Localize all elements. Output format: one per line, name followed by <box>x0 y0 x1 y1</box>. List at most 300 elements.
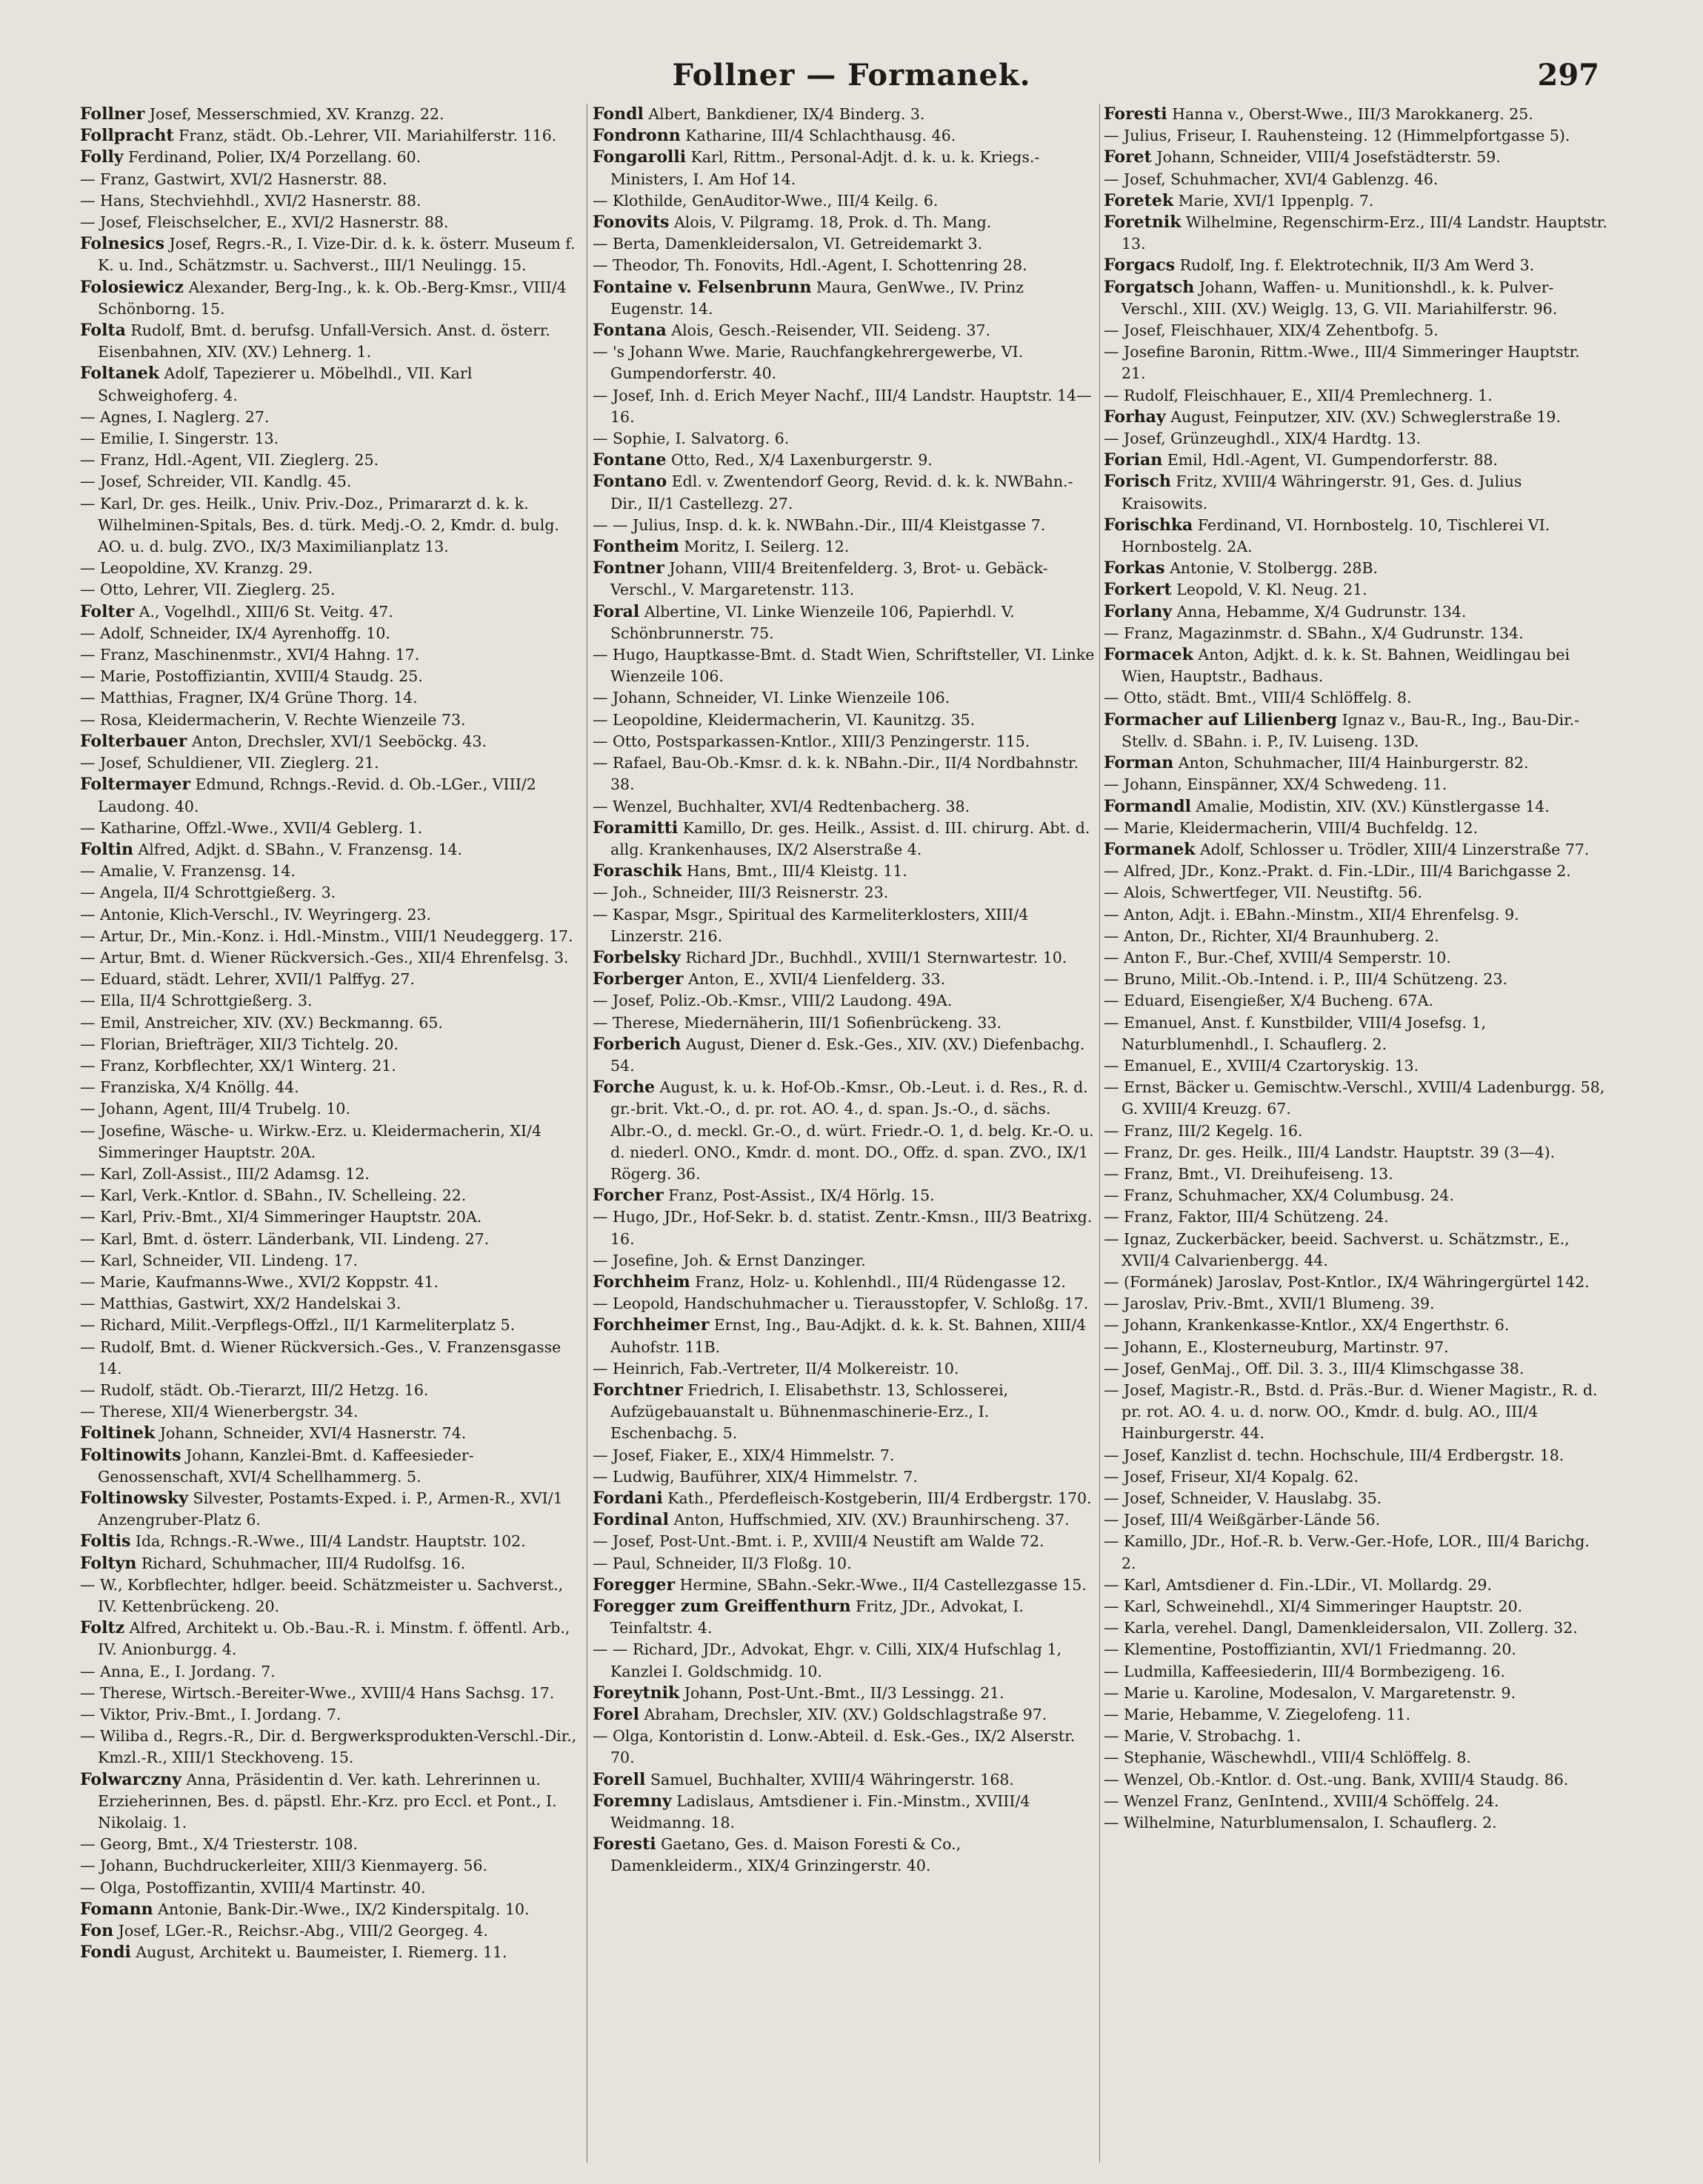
entry-text: — Marie, V. Strobachg. 1. <box>1104 1727 1302 1746</box>
entry-surname: Fondi <box>80 1943 131 1963</box>
entry-surname: Formacek <box>1104 645 1193 665</box>
directory-entry <box>1104 882 1607 904</box>
entry-text: Johann, Kanzlei-Bmt. d. Kaffeesieder-Genossenschaft, XVI/4 Schellhammerg. 5. <box>98 1446 474 1486</box>
entry-text: — Ludmilla, Kaffeesiederin, III/4 Bormbezigeng. 16. <box>1104 1662 1505 1680</box>
entry-text: Moritz, I. Seilerg. 12. <box>684 538 850 556</box>
entry-text: — Otto, Lehrer, VII. Zieglerg. 25. <box>80 581 336 599</box>
directory-entry <box>593 1034 1096 1077</box>
directory-entry <box>1104 1683 1607 1704</box>
directory-entry <box>1104 1012 1607 1055</box>
entry-text: — — Richard, JDr., Advokat, Ehgr. v. Cilli, XIX/4 Hufschlag 1, Kanzlei I. Goldschmidg. 10. <box>593 1640 1062 1680</box>
directory-entry <box>80 1250 584 1272</box>
entry-surname: Folly <box>80 147 124 167</box>
directory-entry <box>593 1834 1096 1877</box>
entry-text: Samuel, Buchhalter, XVIII/4 Währingerstr. 168. <box>650 1770 1014 1789</box>
directory-entry <box>80 1855 584 1877</box>
entry-surname: Foreytnik <box>593 1683 680 1703</box>
directory-entry <box>80 450 584 471</box>
directory-entry <box>80 558 584 579</box>
entry-text: Ferdinand, VI. Hornbostelg. 10, Tischlerei VI. Hornbostelg. 2A. <box>1122 515 1550 556</box>
directory-entry <box>1104 1639 1607 1660</box>
entry-surname: Folnesics <box>80 234 164 254</box>
entry-surname: Forisch <box>1104 472 1171 492</box>
entry-text: August, Architekt u. Baumeister, I. Riemerg. 11. <box>136 1943 507 1962</box>
entry-surname: Follner <box>80 104 145 124</box>
entry-text: — Josef, Magistr.-R., Bstd. d. Präs.-Bur. d. Wiener Magistr., R. d. pr. rot. AO. 4. u. d. norw. OO., Kmdr. d. bulg. AO., III/4 Hainburgerstr. 44. <box>1104 1380 1598 1443</box>
directory-entry <box>1104 1466 1607 1488</box>
entry-text: — Otto, städt. Bmt., VIII/4 Schlöffelg. 8. <box>1104 689 1412 707</box>
entry-surname: Foremny <box>593 1791 672 1811</box>
entry-text: Richard JDr., Buchhdl., XVIII/1 Sternwartestr. 10. <box>685 948 1067 966</box>
directory-entry <box>80 1877 584 1899</box>
entry-text: — 's Johann Wwe. Marie, Rauchfangkehrergewerbe, VI. Gumpendorferstr. 40. <box>593 343 1024 383</box>
directory-entry <box>80 666 584 687</box>
entry-text: August, k. u. k. Hof-Ob.-Kmsr., Ob.-Leut. i. d. Res., R. d. gr.-brit. Vkt.-O., d. pr. rot. AO. 4., d. span. Js.-O., d. sächs. Albr.-O., d. meckl. Gr.-O., d. würt. Friedr.-O. 1, d. belg. Kr.-O. u. d. niederl. ONO., Kmdr. d. mont. DO., Offz. d. span. ZVO., IX/1 Rögerg. 36. <box>610 1078 1094 1183</box>
entry-text: — Klothilde, GenAuditor-Wwe., III/4 Keilg. 6. <box>593 191 939 210</box>
entry-text: — Josef, Schuldiener, VII. Zieglerg. 21. <box>80 754 379 772</box>
entry-text: — Anton, Dr., Richter, XI/4 Braunhuberg. 2. <box>1104 926 1439 945</box>
directory-entry <box>1104 1272 1607 1293</box>
entry-text: — Josef, Grünzeughdl., XIX/4 Hardtg. 13. <box>1104 430 1422 448</box>
directory-entry <box>1104 1769 1607 1791</box>
directory-entry <box>1104 1163 1607 1185</box>
entry-surname: Fontano <box>593 472 667 492</box>
directory-entry <box>80 1315 584 1336</box>
entry-text: Anton, Schuhmacher, III/4 Hainburgerstr. 82. <box>1178 754 1529 772</box>
directory-entry <box>593 147 1096 190</box>
entry-text: — Josef, Schreider, VII. Kandlg. 45. <box>80 472 352 491</box>
entry-text: Josef, LGer.-R., Reichsr.-Abg., VIII/2 Georgeg. 4. <box>118 1922 488 1940</box>
entry-text: — Otto, Postsparkassen-Kntlor., XIII/3 Penzingerstr. 115. <box>593 732 1030 750</box>
entry-text: — Karl, Schneider, VII. Lindeng. 17. <box>80 1251 359 1269</box>
entry-text: — Wiliba d., Regrs.-R., Dir. d. Bergwerksprodukten-Verschl.-Dir., Kmzl.-R., XIII/1 Steckhoveng. 15. <box>80 1727 577 1767</box>
entry-text: — Amalie, V. Franzensg. 14. <box>80 862 296 881</box>
entry-text: — Johann, Krankenkasse-Kntlor., XX/4 Engerthstr. 6. <box>1104 1316 1510 1335</box>
entry-text: Wilhelmine, Regenschirm-Erz., III/4 Landstr. Hauptstr. 13. <box>1122 213 1607 253</box>
entry-text: — Josefine, Wäsche- u. Wirkw.-Erz. u. Kleidermacherin, XI/4 Simmeringer Hauptstr. 20A. <box>80 1121 541 1161</box>
entry-text: — Emil, Anstreicher, XIV. (XV.) Beckmanng. 65. <box>80 1013 443 1032</box>
directory-entry <box>1104 515 1607 558</box>
directory-entry <box>1104 644 1607 687</box>
directory-entry <box>1104 1185 1607 1206</box>
directory-entry <box>80 1185 584 1206</box>
entry-text: Albert, Bankdiener, IX/4 Binderg. 3. <box>648 105 925 123</box>
entry-text: Leopold, V. Kl. Neug. 21. <box>1176 581 1367 599</box>
entry-surname: Fonovits <box>593 213 670 233</box>
entry-text: — Josef, Fiaker, E., XIX/4 Himmelstr. 7. <box>593 1446 895 1464</box>
entry-text: Franz, Holz- u. Kohlenhdl., III/4 Rüdengasse 12. <box>695 1272 1066 1291</box>
entry-text: Otto, Red., X/4 Laxenburgerstr. 9. <box>671 451 933 470</box>
entry-text: — Johann, Buchdruckerleiter, XIII/3 Kienmayerg. 56. <box>80 1857 488 1875</box>
directory-entry <box>1104 558 1607 579</box>
directory-entry <box>1104 752 1607 774</box>
directory-entry <box>1104 818 1607 839</box>
directory-entry <box>1104 1380 1607 1445</box>
directory-entry <box>593 1380 1096 1445</box>
directory-entry <box>80 1942 584 1963</box>
directory-entry <box>593 1683 1096 1704</box>
directory-entry <box>80 990 584 1012</box>
entry-text: — Josef, GenMaj., Off. Dil. 3. 3., III/4 Klimschgasse 38. <box>1104 1359 1524 1377</box>
entry-text: — Jaroslav, Priv.-Bmt., XVII/1 Blumeng. 39. <box>1104 1295 1435 1313</box>
entry-text: — Emilie, I. Singerstr. 13. <box>80 430 279 448</box>
directory-entry <box>80 1337 584 1380</box>
entry-text: Johann, Waffen- u. Munitionshdl., k. k. Pulver-Verschl., XIII. (XV.) Weiglg. 13, G. VII. Mariahilferstr. 96. <box>1122 278 1558 318</box>
directory-entry <box>80 363 584 406</box>
entry-surname: Fongarolli <box>593 147 687 167</box>
directory-entry <box>1104 1704 1607 1726</box>
entry-text: — Franz, Dr. ges. Heilk., III/4 Landstr. Hauptstr. 39 (3—4). <box>1104 1143 1556 1161</box>
entry-surname: Forberger <box>593 969 684 989</box>
directory-entry <box>80 1380 584 1401</box>
entry-text: — Franz, Maschinenmstr., XVI/4 Hahng. 17. <box>80 646 420 664</box>
directory-entry <box>593 125 1096 147</box>
entry-text: — Josef, Kanzlist d. techn. Hochschule, III/4 Erdbergstr. 18. <box>1104 1446 1564 1464</box>
directory-entry <box>80 1272 584 1293</box>
entry-text: — Wenzel Franz, GenIntend., XVIII/4 Schöffelg. 24. <box>1104 1791 1499 1810</box>
entry-text: — Karl, Priv.-Bmt., XI/4 Simmeringer Hauptstr. 20A. <box>80 1208 482 1226</box>
directory-entry <box>593 190 1096 212</box>
entry-surname: Folwarczny <box>80 1769 181 1789</box>
entry-text: — Johann, Schneider, VI. Linke Wienzeile 106. <box>593 689 950 707</box>
directory-entry <box>80 1704 584 1726</box>
entry-text: — Franz, Bmt., VI. Dreihufeiseng. 13. <box>1104 1164 1393 1183</box>
entry-text: Alois, V. Pilgramg. 18, Prok. d. Th. Mang. <box>673 213 992 232</box>
directory-entry <box>80 731 584 752</box>
entry-text: — Agnes, I. Naglerg. 27. <box>80 407 270 426</box>
entry-surname: Fon <box>80 1921 114 1941</box>
column-2 <box>593 104 1096 2170</box>
directory-entry <box>593 882 1096 904</box>
directory-entry <box>1104 1812 1607 1834</box>
directory-entry <box>593 1574 1096 1596</box>
directory-entry <box>80 623 584 644</box>
page-header <box>0 58 1703 102</box>
directory-entry <box>1104 1531 1607 1574</box>
entry-text: Ida, Rchngs.-R.-Wwe., III/4 Landstr. Hauptstr. 102. <box>135 1532 526 1551</box>
entry-surname: Fontheim <box>593 537 679 557</box>
directory-entry <box>1104 341 1607 384</box>
entry-surname: Fomann <box>80 1899 153 1919</box>
entry-text: Alfred, Adjkt. d. SBahn., V. Franzensg. 14. <box>138 840 463 858</box>
entry-surname: Fondl <box>593 104 644 124</box>
entry-text: — Rafael, Bau-Ob.-Kmsr. d. k. k. NBahn.-Dir., II/4 Nordbahnstr. 38. <box>593 754 1079 794</box>
directory-entry <box>593 1272 1096 1293</box>
entry-text: — Artur, Bmt. d. Wiener Rückversich.-Ges., XII/4 Ehrenfelsg. 3. <box>80 948 569 966</box>
directory-entry <box>80 493 584 558</box>
directory-entry <box>80 1445 584 1488</box>
directory-entry <box>593 1466 1096 1488</box>
directory-entry <box>80 709 584 731</box>
directory-entry <box>1104 1055 1607 1077</box>
entry-surname: Foretek <box>1104 190 1174 210</box>
entry-text: — Anton F., Bur.-Chef, XVIII/4 Semperstr. 10. <box>1104 948 1451 966</box>
directory-entry <box>80 1012 584 1034</box>
column-1 <box>80 104 584 2170</box>
entry-text: — Alfred, JDr., Konz.-Prakt. d. Fin.-LDir., III/4 Barichgasse 2. <box>1104 862 1571 881</box>
entry-text: — Josef, Friseur, XI/4 Kopalg. 62. <box>1104 1467 1359 1486</box>
entry-text: — Ludwig, Bauführer, XIX/4 Himmelstr. 7. <box>593 1467 918 1486</box>
directory-entry <box>593 1488 1096 1509</box>
directory-entry <box>80 1834 584 1855</box>
directory-entry <box>593 731 1096 752</box>
entry-text: Anton, E., XVII/4 Lienfelderg. 33. <box>688 970 946 989</box>
directory-entry <box>593 1445 1096 1466</box>
entry-surname: Foltinek <box>80 1423 156 1443</box>
entry-surname: Forgatsch <box>1104 277 1195 297</box>
entry-text: — Josefine Baronin, Rittm.-Wwe., III/4 Simmeringer Hauptstr. 21. <box>1104 343 1580 383</box>
entry-surname: Foltermayer <box>80 775 191 795</box>
directory-entry <box>1104 687 1607 709</box>
page-number: 297 <box>1537 58 1599 93</box>
directory-entry <box>80 125 584 147</box>
entry-surname: Forchheimer <box>593 1315 710 1335</box>
directory-entry <box>80 1726 584 1769</box>
entry-text: — Alois, Schwertfeger, VII. Neustiftg. 56. <box>1104 884 1423 902</box>
directory-entry <box>1104 320 1607 341</box>
directory-entry <box>593 1553 1096 1574</box>
directory-entry <box>80 579 584 601</box>
directory-entry <box>80 320 584 363</box>
entry-text: August, Diener d. Esk.-Ges., XIV. (XV.) Diefenbachg. 54. <box>610 1035 1085 1075</box>
entry-text: — Marie, Hebamme, V. Ziegelofeng. 11. <box>1104 1706 1411 1724</box>
entry-text: — Franz, Hdl.-Agent, VII. Zieglerg. 25. <box>80 451 379 470</box>
directory-entry <box>80 926 584 947</box>
directory-entry <box>1104 1121 1607 1142</box>
entry-text: — Julius, Friseur, I. Rauhensteing. 12 (Himmelpfortgasse 5). <box>1104 127 1570 145</box>
directory-entry <box>80 1121 584 1163</box>
entry-text: August, Feinputzer, XIV. (XV.) Schweglerstraße 19. <box>1170 407 1561 426</box>
entry-surname: Forcher <box>593 1186 664 1206</box>
entry-surname: Foregger <box>593 1574 676 1594</box>
entry-text: Abraham, Drechsler, XIV. (XV.) Goldschlagstraße 97. <box>644 1706 1047 1724</box>
entry-text: — — Julius, Insp. d. k. k. NWBahn.-Dir., III/4 Kleistgasse 7. <box>593 515 1046 534</box>
directory-entry <box>1104 926 1607 947</box>
entry-text: Johann, Post-Unt.-Bmt., II/3 Lessingg. 21. <box>684 1683 1004 1702</box>
directory-entry <box>80 1206 584 1228</box>
directory-entry <box>593 1726 1096 1769</box>
directory-entry <box>80 1683 584 1704</box>
directory-entry <box>593 1012 1096 1034</box>
directory-entry <box>80 969 584 990</box>
entry-text: — Sophie, I. Salvatorg. 6. <box>593 430 790 448</box>
directory-entry <box>80 1229 584 1250</box>
directory-entry <box>593 709 1096 731</box>
entry-surname: Folter <box>80 601 135 621</box>
entry-text: Kath., Pferdefleisch-Kostgeberin, III/4 Erdbergstr. 170. <box>667 1489 1092 1507</box>
directory-entry <box>80 904 584 926</box>
directory-entry <box>80 1034 584 1055</box>
entry-text: — Rudolf, städt. Ob.-Tierarzt, III/2 Hetzg. 16. <box>80 1380 429 1399</box>
entry-surname: Fondronn <box>593 126 681 146</box>
entry-text: Karl, Rittm., Personal-Adjt. d. k. u. k. Kriegs.-Ministers, I. Am Hof 14. <box>610 148 1040 188</box>
entry-text: — Therese, Miedernäherin, III/1 Sofienbrückeng. 33. <box>593 1013 1002 1032</box>
entry-text: — Katharine, Offzl.-Wwe., XVII/4 Geblerg. 1. <box>80 818 423 837</box>
entry-text: — Emanuel, Anst. f. Kunstbilder, VIII/4 Josefsg. 1, Naturblumenhdl., I. Schauflerg. 2. <box>1104 1013 1487 1053</box>
directory-entry <box>593 1639 1096 1682</box>
directory-entry <box>1104 1509 1607 1531</box>
entry-text: — Anton, Adjt. i. EBahn.-Minstm., XII/4 Ehrenfelsg. 9. <box>1104 905 1519 924</box>
directory-entry <box>593 1596 1096 1639</box>
entry-surname: Foresti <box>1104 104 1167 124</box>
directory-entry <box>593 515 1096 536</box>
directory-entry <box>593 947 1096 969</box>
directory-entry <box>80 644 584 666</box>
entry-text: Edl. v. Zwentendorf Georg, Revid. d. k. k. NWBahn.-Dir., II/1 Castellezg. 27. <box>610 472 1073 512</box>
entry-text: Adolf, Schlosser u. Trödler, XIII/4 Linzerstraße 77. <box>1199 840 1590 858</box>
entry-text: Anton, Huffschmied, XIV. (XV.) Braunhirscheng. 37. <box>673 1511 1070 1529</box>
directory-entry <box>1104 450 1607 471</box>
directory-entry <box>593 818 1096 861</box>
directory-entry <box>80 407 584 428</box>
entry-text: — Franz, Magazinmstr. d. SBahn., X/4 Gudrunstr. 134. <box>1104 624 1524 642</box>
entry-surname: Forkert <box>1104 580 1172 600</box>
entry-text: Hans, Bmt., III/4 Kleistg. 11. <box>686 862 907 881</box>
entry-text: — Hugo, Hauptkasse-Bmt. d. Stadt Wien, Schriftsteller, VI. Linke Wienzeile 106. <box>593 646 1095 686</box>
directory-entry <box>80 1401 584 1423</box>
entry-text: Josef, Regrs.-R., I. Vize-Dir. d. k. k. österr. Museum f. K. u. Ind., Schätzmstr. u. Sachverst., III/1 Neulingg. 15. <box>98 235 576 275</box>
directory-entry <box>80 947 584 969</box>
entry-surname: Foltis <box>80 1532 131 1552</box>
directory-entry <box>1104 1358 1607 1380</box>
entry-text: Alexander, Berg-Ing., k. k. Ob.-Berg-Kmsr., VIII/4 Schönborng. 15. <box>98 278 567 318</box>
entry-text: — Ella, II/4 Schrottgießerg. 3. <box>80 992 313 1010</box>
directory-entry <box>1104 623 1607 644</box>
directory-entry <box>593 1077 1096 1185</box>
entry-text: — Anna, E., I. Jordang. 7. <box>80 1662 276 1680</box>
directory-entry <box>1104 774 1607 795</box>
directory-entry <box>1104 1293 1607 1315</box>
entry-text: — Kaspar, Msgr., Spiritual des Karmeliterklosters, XIII/4 Linzerstr. 216. <box>593 905 1029 945</box>
entry-text: — Angela, II/4 Schrottgießerg. 3. <box>80 884 336 902</box>
directory-entry <box>1104 1661 1607 1683</box>
entry-text: — Karl, Schweinehdl., XI/4 Simmeringer Hauptstr. 20. <box>1104 1597 1523 1616</box>
directory-entry <box>80 428 584 450</box>
directory-entry <box>1104 125 1607 147</box>
entry-text: — Antonie, Klich-Verschl., IV. Weyringerg. 23. <box>80 905 432 924</box>
directory-entry <box>593 1315 1096 1358</box>
entry-text: — Franz, Schuhmacher, XX/4 Columbusg. 24. <box>1104 1186 1454 1205</box>
directory-entry <box>593 1358 1096 1380</box>
entry-text: — Karl, Dr. ges. Heilk., Univ. Priv.-Doz., Primararzt d. k. k. Wilhelminen-Spitals, Bes. d. türk. Medj.-O. 2, Kmdr. d. bulg. AO. u. d. bulg. ZVO., IX/3 Maximilianplatz 13. <box>80 494 559 556</box>
entry-text: — Adolf, Schneider, IX/4 Ayrenhoffg. 10. <box>80 624 390 642</box>
entry-surname: Foltanek <box>80 364 160 384</box>
entry-text: — Wenzel, Buchhalter, XVI/4 Redtenbacherg. 38. <box>593 797 970 815</box>
entry-text: Ernst, Ing., Bau-Adjkt. d. k. k. St. Bahnen, XIII/4 Auhofstr. 11B. <box>610 1316 1087 1356</box>
directory-entry <box>80 277 584 320</box>
directory-entry <box>1104 1617 1607 1639</box>
directory-entry <box>80 1899 584 1920</box>
entry-text: Gaetano, Ges. d. Maison Foresti & Co., Damenkleiderm., XIX/4 Grinzingerstr. 40. <box>610 1835 962 1875</box>
entry-surname: Folterbauer <box>80 731 187 751</box>
entry-text: — Rudolf, Fleischhauer, E., XII/4 Premlechnerg. 1. <box>1104 386 1493 404</box>
directory-entry <box>80 774 584 817</box>
directory-entry <box>593 255 1096 276</box>
entry-text: — Franziska, X/4 Knöllg. 44. <box>80 1078 299 1097</box>
entry-text: Amalie, Modistin, XIV. (XV.) Künstlergasse 14. <box>1196 797 1550 815</box>
entry-text: — Marie, Kaufmanns-Wwe., XVI/2 Koppstr. 41. <box>80 1272 439 1291</box>
directory-entry <box>80 1574 584 1617</box>
directory-entry <box>80 1769 584 1834</box>
entry-text: — Franz, Gastwirt, XVI/2 Hasnerstr. 88. <box>80 170 387 188</box>
entry-text: Rudolf, Ing. f. Elektrotechnik, II/3 Am Werd 3. <box>1179 256 1535 275</box>
entry-text: — Viktor, Priv.-Bmt., I. Jordang. 7. <box>80 1706 341 1724</box>
entry-surname: Foltinowits <box>80 1445 181 1465</box>
directory-entry <box>1104 1726 1607 1747</box>
entry-surname: Forman <box>1104 753 1174 773</box>
entry-text: — Emanuel, E., XVIII/4 Czartoryskig. 13. <box>1104 1056 1419 1075</box>
directory-entry <box>593 558 1096 601</box>
directory-entry <box>593 1704 1096 1726</box>
entry-text: Antonie, V. Stolbergg. 28B. <box>1170 559 1379 578</box>
directory-entry <box>80 1488 584 1531</box>
entry-text: Maura, GenWwe., IV. Prinz Eugenstr. 14. <box>610 278 1024 318</box>
entry-surname: Forkas <box>1104 558 1165 578</box>
entry-text: — Hugo, JDr., Hof-Sekr. b. d. statist. Zentr.-Kmsn., III/3 Beatrixg. 16. <box>593 1208 1093 1248</box>
entry-text: — Heinrich, Fab.-Vertreter, II/4 Molkereistr. 10. <box>593 1359 959 1377</box>
directory-entry <box>1104 1747 1607 1769</box>
entry-text: — Therese, XII/4 Wienerbergstr. 34. <box>80 1403 359 1421</box>
directory-entry <box>1104 1142 1607 1163</box>
directory-entry <box>80 212 584 233</box>
entry-text: Anton, Drechsler, XVI/1 Seeböckg. 43. <box>191 732 487 750</box>
entry-text: — Josef, Poliz.-Ob.-Kmsr., VIII/2 Laudong. 49A. <box>593 992 953 1010</box>
directory-entry <box>1104 1445 1607 1466</box>
entry-text: Hanna v., Oberst-Wwe., III/3 Marokkanerg. 25. <box>1172 105 1533 123</box>
entry-surname: Forgacs <box>1104 256 1176 275</box>
entry-text: — Marie, Postoffiziantin, XVIII/4 Staudg. 25. <box>80 667 423 686</box>
directory-entry <box>1104 407 1607 428</box>
entry-text: — Josefine, Joh. & Ernst Danzinger. <box>593 1251 866 1269</box>
entry-surname: Forel <box>593 1705 640 1725</box>
entry-text: — Artur, Dr., Min.-Konz. i. Hdl.-Minstm., VIII/1 Neudeggerg. 17. <box>80 926 573 945</box>
directory-entry <box>80 882 584 904</box>
entry-text: Emil, Hdl.-Agent, VI. Gumpendorferstr. 88. <box>1167 451 1499 470</box>
directory-entry <box>80 233 584 276</box>
entry-text: — Richard, Milit.-Verpflegs-Offzl., II/1 Karmeliterplatz 5. <box>80 1316 516 1335</box>
directory-entry <box>1104 709 1607 752</box>
entry-text: Ladislaus, Amtsdiener i. Fin.-Minstm., XVIII/4 Weidmanng. 18. <box>610 1791 1030 1832</box>
directory-entry <box>80 169 584 190</box>
entry-surname: Forchheim <box>593 1272 690 1292</box>
entry-text: — Franz, Faktor, III/4 Schützeng. 24. <box>1104 1208 1389 1226</box>
entry-surname: Folosiewicz <box>80 277 184 297</box>
entry-surname: Forian <box>1104 450 1163 470</box>
directory-entry <box>80 1077 584 1098</box>
entry-text: Katharine, III/4 Schlachthausg. 46. <box>685 127 956 145</box>
entry-text: — Karla, verehel. Dangl, Damenkleidersalon, VII. Zollerg. 32. <box>1104 1619 1578 1637</box>
directory-entry <box>593 212 1096 233</box>
entry-text: — Johann, Agent, III/4 Trubelg. 10. <box>80 1100 350 1118</box>
directory-entry <box>1104 839 1607 861</box>
entry-surname: Fordani <box>593 1489 663 1508</box>
entry-surname: Forchtner <box>593 1380 683 1400</box>
directory-entry <box>1104 255 1607 276</box>
entry-surname: Fordinal <box>593 1510 670 1530</box>
entry-text: — Leopoldine, Kleidermacherin, VI. Kaunitzg. 35. <box>593 710 976 729</box>
directory-entry <box>593 969 1096 990</box>
entry-text: Josef, Messerschmied, XV. Kranzg. 22. <box>149 105 444 123</box>
entry-surname: Foltin <box>80 839 133 859</box>
entry-text: — Karl, Bmt. d. österr. Länderbank, VII. Lindeng. 27. <box>80 1229 490 1248</box>
entry-text: — Marie u. Karoline, Modesalon, V. Margaretenstr. 9. <box>1104 1683 1516 1702</box>
entry-text: Anton, Adjkt. d. k. k. St. Bahnen, Weidlingau bei Wien, Hauptstr., Badhaus. <box>1122 646 1570 686</box>
directory-entry <box>1104 579 1607 601</box>
directory-entry <box>593 904 1096 947</box>
column-3 <box>1104 104 1607 2170</box>
directory-entry <box>80 601 584 623</box>
entry-text: — Franz, Korbflechter, XX/1 Winterg. 21. <box>80 1056 396 1075</box>
